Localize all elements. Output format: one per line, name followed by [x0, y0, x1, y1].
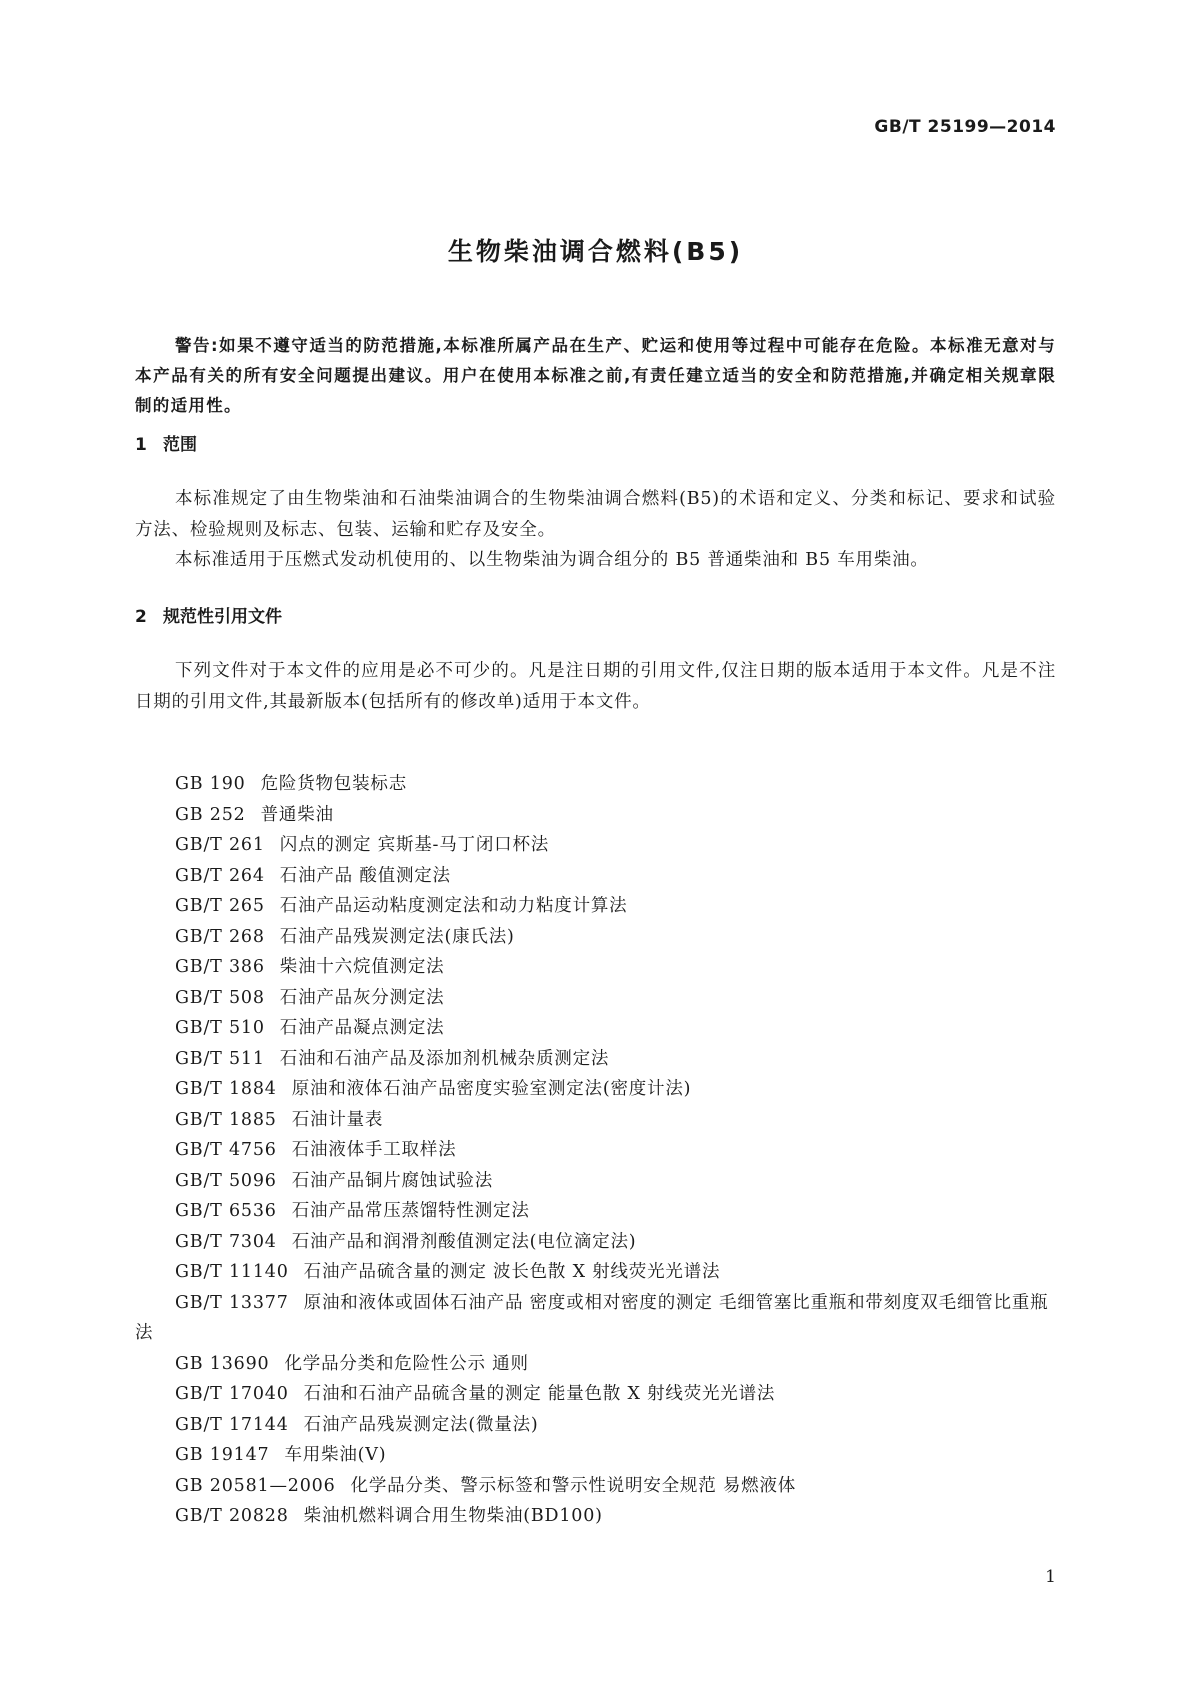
standard-code: GB/T 25199—2014	[874, 117, 1056, 137]
reference-item	[135, 1044, 1056, 1075]
reference-item	[135, 1288, 1056, 1349]
reference-title: 石油和石油产品硫含量的测定 能量色散 X 射线荧光光谱法	[303, 1384, 776, 1404]
page-number: 1	[1045, 1567, 1056, 1587]
reference-code: GB/T 17144	[175, 1414, 289, 1435]
reference-code: GB/T 511	[175, 1048, 265, 1069]
reference-title: 化学品分类和危险性公示 通则	[284, 1353, 529, 1374]
reference-title: 石油液体手工取样法	[291, 1140, 457, 1160]
reference-title: 石油产品凝点测定法	[279, 1018, 445, 1038]
reference-code: GB/T 20828	[175, 1506, 289, 1526]
section-1-title: 范围	[163, 435, 197, 455]
section-2-intro-paragraph: 下列文件对于本文件的应用是必不可少的。凡是注日期的引用文件,仅注日期的版本适用于本文件。凡是不注日期的引用文件,其最新版本(包括所有的修改单)适用于本文件。	[135, 661, 1056, 712]
reference-item	[135, 1471, 1056, 1502]
reference-item	[135, 983, 1056, 1014]
reference-code: GB/T 13377	[175, 1292, 289, 1313]
reference-list	[135, 769, 1056, 1532]
section-2-intro	[135, 656, 1056, 717]
reference-item	[135, 1440, 1056, 1471]
reference-code: GB 19147	[175, 1445, 270, 1465]
reference-item	[135, 1349, 1056, 1380]
reference-title: 石油和石油产品及添加剂机械杂质测定法	[279, 1048, 610, 1069]
reference-code: GB/T 5096	[175, 1170, 277, 1191]
reference-item	[135, 1196, 1056, 1227]
reference-item	[135, 922, 1056, 953]
reference-item	[135, 1013, 1056, 1044]
reference-title: 石油产品运动粘度测定法和动力粘度计算法	[279, 896, 628, 916]
reference-title: 化学品分类、警示标签和警示性说明安全规范 易燃液体	[350, 1475, 797, 1496]
reference-title: 闪点的测定 宾斯基-马丁闭口杯法	[279, 835, 550, 855]
reference-item	[135, 952, 1056, 983]
reference-title: 石油产品残炭测定法(康氏法)	[279, 926, 515, 947]
reference-code: GB 13690	[175, 1353, 270, 1374]
reference-title: 原油和液体石油产品密度实验室测定法(密度计法)	[291, 1079, 692, 1099]
reference-code: GB/T 508	[175, 987, 265, 1008]
reference-item	[135, 1227, 1056, 1258]
section-1-body	[135, 484, 1056, 576]
reference-item	[135, 1074, 1056, 1105]
section-2-title: 规范性引用文件	[163, 607, 282, 627]
reference-code: GB 252	[175, 804, 246, 825]
reference-item	[135, 769, 1056, 800]
reference-title: 普通柴油	[260, 804, 334, 825]
section-2-number: 2	[135, 607, 147, 627]
reference-code: GB/T 268	[175, 926, 265, 947]
reference-code: GB/T 510	[175, 1018, 265, 1038]
section-1-heading	[135, 430, 197, 455]
reference-code: GB 20581—2006	[175, 1475, 336, 1496]
reference-code: GB/T 261	[175, 835, 265, 855]
reference-item	[135, 800, 1056, 831]
reference-title: 车用柴油(Ⅴ)	[284, 1445, 387, 1465]
document-title: 生物柴油调合燃料(B5)	[447, 237, 744, 266]
section-1-number: 1	[135, 435, 147, 455]
reference-item	[135, 1379, 1056, 1410]
reference-title: 石油产品残炭测定法(微量法)	[303, 1414, 539, 1435]
warning-paragraph: 警告:如果不遵守适当的防范措施,本标准所属产品在生产、贮运和使用等过程中可能存在危险。本标准无意对与本产品有关的所有安全问题提出建议。用户在使用本标准之前,有责任建立适当的安全和防范措施,并确定相关规章限制的适用性。	[135, 336, 1056, 415]
reference-code: GB/T 11140	[175, 1262, 289, 1282]
section-1-paragraph: 本标准规定了由生物柴油和石油柴油调合的生物柴油调合燃料(B5)的术语和定义、分类和标记、要求和试验方法、检验规则及标志、包装、运输和贮存及安全。	[135, 489, 1056, 540]
reference-item	[135, 1105, 1056, 1136]
reference-title: 原油和液体或固体石油产品 密度或相对密度的测定 毛细管塞比重瓶和带刻度双毛细管比重瓶法	[135, 1292, 1049, 1343]
reference-title: 危险货物包装标志	[260, 774, 408, 794]
reference-item	[135, 861, 1056, 892]
reference-item	[135, 1135, 1056, 1166]
reference-code: GB/T 7304	[175, 1231, 277, 1252]
reference-code: GB/T 265	[175, 896, 265, 916]
reference-code: GB/T 386	[175, 957, 265, 977]
reference-item	[135, 830, 1056, 861]
reference-code: GB/T 1885	[175, 1109, 277, 1130]
reference-item	[135, 1166, 1056, 1197]
reference-item	[135, 1410, 1056, 1441]
reference-item	[135, 891, 1056, 922]
reference-title: 柴油十六烷值测定法	[279, 957, 445, 977]
reference-title: 石油产品铜片腐蚀试验法	[291, 1170, 494, 1191]
section-1-paragraph: 本标准适用于压燃式发动机使用的、以生物柴油为调合组分的 B5 普通柴油和 B5 车用柴油。	[175, 550, 929, 570]
reference-item	[135, 1501, 1056, 1532]
reference-title: 石油产品 酸值测定法	[279, 865, 451, 886]
reference-code: GB 190	[175, 774, 246, 794]
reference-code: GB/T 17040	[175, 1384, 289, 1404]
reference-code: GB/T 1884	[175, 1079, 277, 1099]
reference-item	[135, 1257, 1056, 1288]
reference-code: GB/T 4756	[175, 1140, 277, 1160]
reference-title: 柴油机燃料调合用生物柴油(BD100)	[303, 1506, 603, 1526]
section-2-heading	[135, 602, 282, 627]
reference-title: 石油计量表	[291, 1109, 384, 1130]
reference-title: 石油产品灰分测定法	[279, 987, 445, 1008]
reference-title: 石油产品和润滑剂酸值测定法(电位滴定法)	[291, 1231, 637, 1252]
reference-title: 石油产品硫含量的测定 波长色散 X 射线荧光光谱法	[303, 1262, 721, 1282]
reference-code: GB/T 6536	[175, 1201, 277, 1221]
reference-code: GB/T 264	[175, 865, 265, 886]
reference-title: 石油产品常压蒸馏特性测定法	[291, 1201, 530, 1221]
